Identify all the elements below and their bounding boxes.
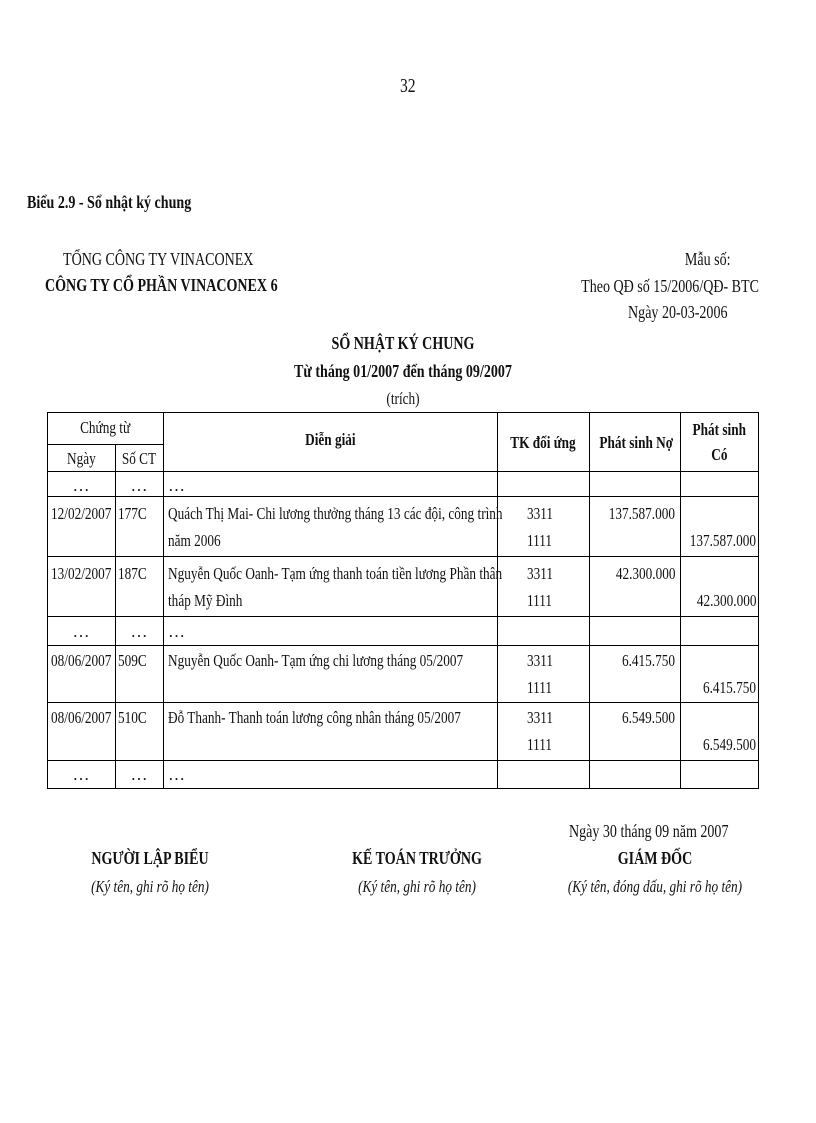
ellipsis-date: … (72, 476, 90, 495)
row4-credit: 6.549.500 (702, 735, 756, 754)
form-decision: Theo QĐ số 15/2006/QĐ- BTC (581, 276, 759, 296)
row4-desc: Đỗ Thanh- Thanh toán lương công nhân tháng 05/2007 (168, 708, 461, 727)
row1-desc: Quách Thị Mai- Chi lương thưởng tháng 13 các đội, công trình (168, 504, 503, 523)
row1-credit: 137.587.000 (689, 531, 756, 550)
page-number: 32 (400, 75, 416, 97)
header-description: Diễn giải (304, 430, 356, 449)
ellipsis-desc: … (168, 476, 185, 495)
row2-voucher-no: 187C (118, 564, 147, 583)
row3-credit: 6.415.750 (702, 678, 756, 697)
header-voucher-no: Số CT (121, 449, 157, 468)
sign-date: Ngày 30 tháng 09 năm 2007 (568, 821, 728, 841)
form-label: Mẫu số: (684, 249, 730, 269)
row1-debit: 137.587.000 (608, 504, 675, 523)
row1-voucher-no: 177C (118, 504, 147, 523)
form-date: Ngày 20-03-2006 (627, 302, 727, 322)
exhibit-title: Biểu 2.9 - Sổ nhật ký chung (27, 192, 192, 212)
header-date: Ngày (66, 449, 96, 468)
parent-company: TỔNG CÔNG TY VINACONEX (63, 249, 254, 269)
row2-credit: 42.300.000 (696, 591, 756, 610)
row4-acc-credit: 1111 (527, 735, 553, 754)
row4-debit: 6.549.500 (621, 708, 675, 727)
header-debit: Phát sinh Nợ (599, 433, 674, 452)
row2-desc-2: tháp Mỹ Đình (168, 591, 243, 610)
header-account: TK đối ứng (510, 433, 576, 452)
row3-debit: 6.415.750 (621, 651, 675, 670)
ellipsis-date-3: … (72, 765, 90, 784)
header-credit-2: Có (711, 445, 728, 464)
row3-voucher-no: 509C (118, 651, 147, 670)
row1-acc-debit: 3311 (527, 504, 554, 523)
row1-desc-2: năm 2006 (168, 531, 221, 550)
row2-debit: 42.300.000 (615, 564, 675, 583)
company-name: CÔNG TY CỔ PHẦN VINACONEX 6 (45, 275, 278, 295)
row4-acc-debit: 3311 (527, 708, 554, 727)
row1-acc-credit: 1111 (527, 531, 553, 550)
ellipsis-voucher-3: … (130, 765, 148, 784)
row3-desc: Nguyễn Quốc Oanh- Tạm ứng chi lương tháng 05/2007 (168, 651, 464, 670)
row3-date: 08/06/2007 (51, 651, 112, 670)
row2-date: 13/02/2007 (51, 564, 112, 583)
row2-desc: Nguyễn Quốc Oanh- Tạm ứng thanh toán tiền lương Phần thân (168, 564, 503, 583)
row2-acc-debit: 3311 (527, 564, 554, 583)
journal-table (47, 412, 759, 789)
ellipsis-voucher-2: … (130, 622, 148, 641)
row3-acc-credit: 1111 (527, 678, 553, 697)
header-credit: Phát sinh (692, 420, 747, 439)
ellipsis-voucher: … (130, 476, 148, 495)
ellipsis-date-2: … (72, 622, 90, 641)
ellipsis-desc-3: … (168, 765, 185, 784)
row4-voucher-no: 510C (118, 708, 147, 727)
row4-date: 08/06/2007 (51, 708, 112, 727)
row1-date: 12/02/2007 (51, 504, 112, 523)
row2-acc-credit: 1111 (527, 591, 553, 610)
header-voucher: Chứng từ (80, 418, 131, 437)
ellipsis-desc-2: … (168, 622, 185, 641)
row3-acc-debit: 3311 (527, 651, 554, 670)
